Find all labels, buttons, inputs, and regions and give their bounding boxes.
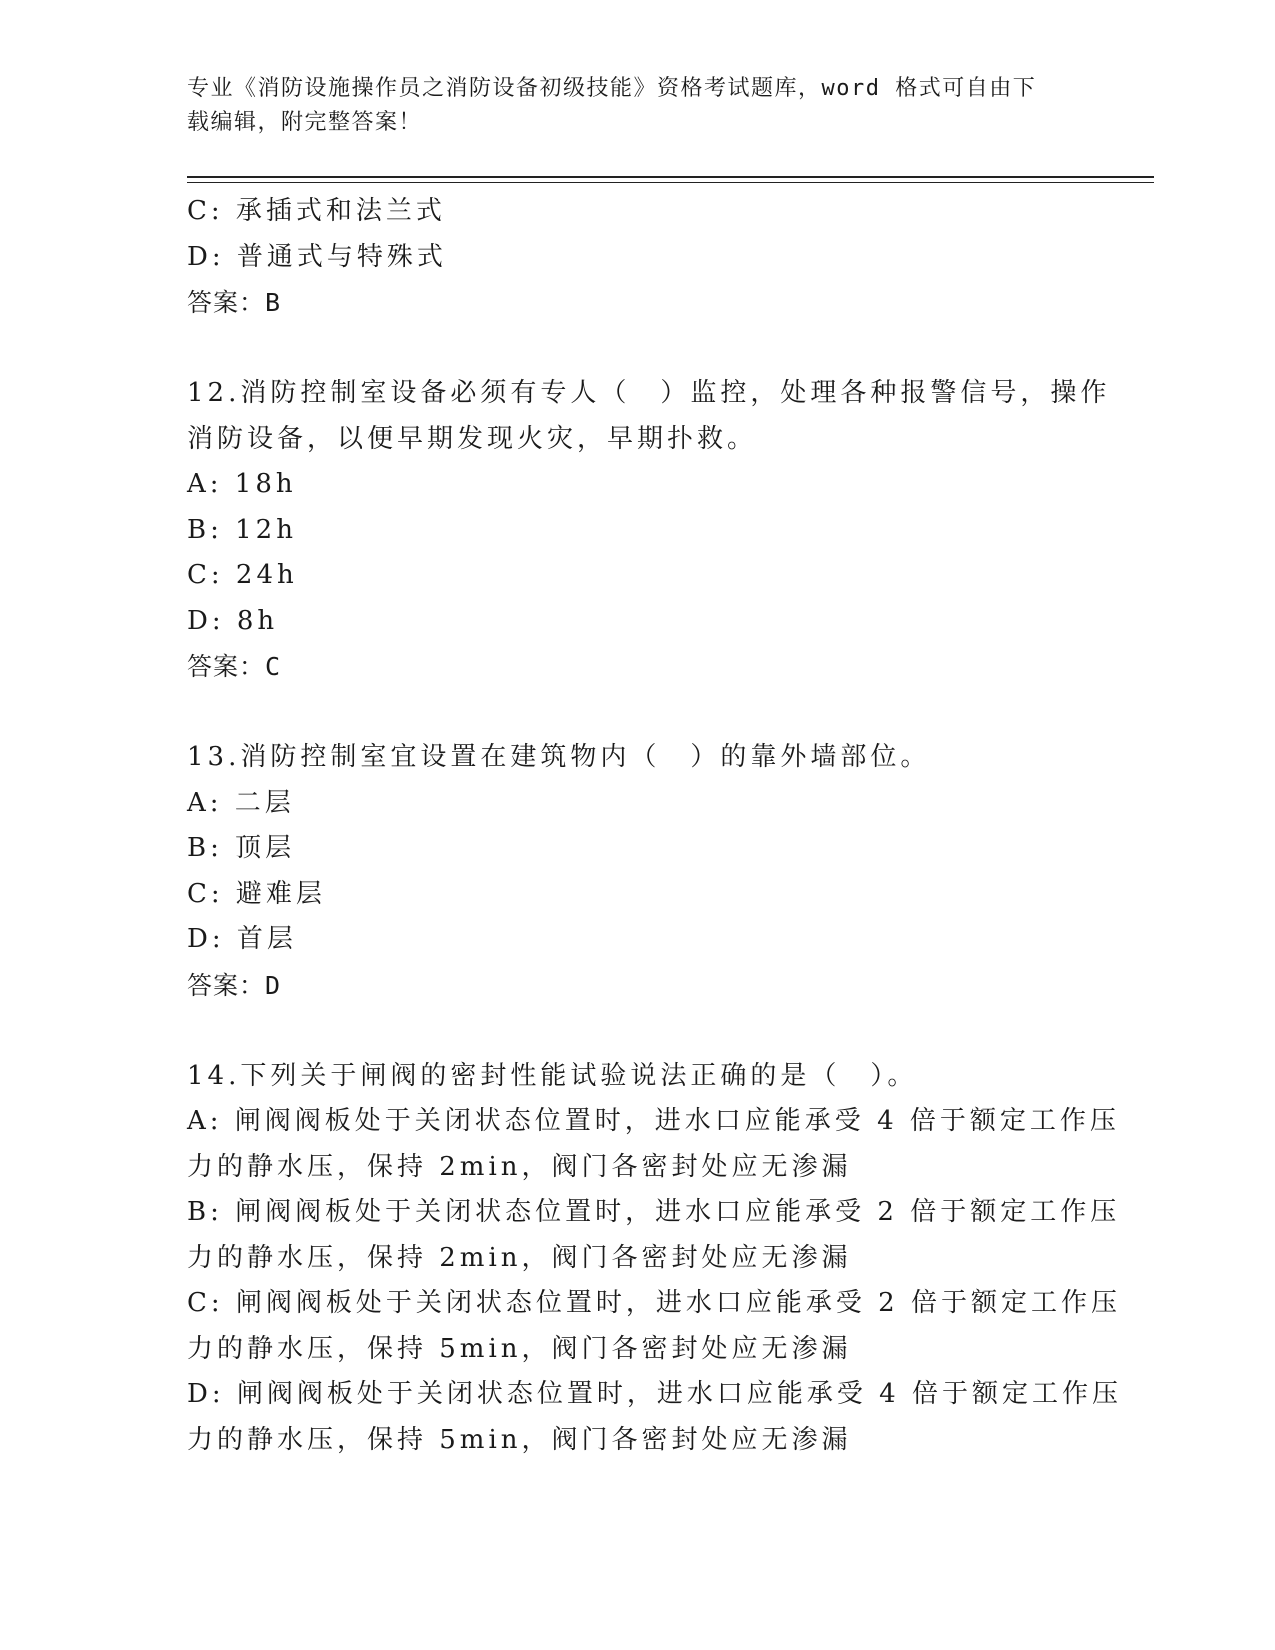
option-d-continued: 力的静水压，保持 5min，阀门各密封处应无渗漏 <box>187 1424 852 1455</box>
option-a: A: 18h <box>187 469 297 499</box>
answer-line: 答案：C <box>187 652 282 681</box>
option-b: B: 闸阀阀板处于关闭状态位置时，进水口应能承受 2 倍于额定工作压 <box>187 1197 1121 1227</box>
question-stem: 12.消防控制室设备必须有专人（ ）监控，处理各种报警信号，操作 <box>187 378 1111 408</box>
question-list <box>187 189 1122 1463</box>
option-d: D: 普通式与特殊式 <box>187 241 447 272</box>
option-b-continued: 力的静水压，保持 2min，阀门各密封处应无渗漏 <box>187 1242 852 1273</box>
spacer <box>187 326 1087 372</box>
question-13 <box>187 735 1087 1008</box>
question-11-tail <box>187 189 1087 326</box>
header-divider-thick <box>187 176 1154 178</box>
option-c: C: 避难层 <box>187 878 326 909</box>
option-d: D: 闸阀阀板处于关闭状态位置时，进水口应能承受 4 倍于额定工作压 <box>187 1379 1122 1409</box>
option-a: A: 二层 <box>187 787 295 818</box>
option-d: D: 首层 <box>187 924 297 954</box>
document-header <box>187 72 1067 140</box>
spacer <box>187 1008 1087 1054</box>
question-stem: 13.消防控制室宜设置在建筑物内（ ）的靠外墙部位。 <box>187 742 931 772</box>
option-c: C: 闸阀阀板处于关闭状态位置时，进水口应能承受 2 倍于额定工作压 <box>187 1288 1121 1318</box>
question-stem-continued: 消防设备，以便早期发现火灾，早期扑救。 <box>187 423 758 454</box>
header-line-1: 专业《消防设施操作员之消防设备初级技能》资格考试题库，word 格式可自由下 <box>187 76 1037 101</box>
option-d: D: 8h <box>187 605 279 636</box>
option-a: A: 闸阀阀板处于关闭状态位置时，进水口应能承受 4 倍于额定工作压 <box>187 1106 1120 1136</box>
option-c: C: 承插式和法兰式 <box>187 196 446 226</box>
question-14 <box>187 1054 1122 1464</box>
question-12 <box>187 371 1111 690</box>
question-stem: 14.下列关于闸阀的密封性能试验说法正确的是（ ）。 <box>187 1060 918 1091</box>
header-divider-thin <box>187 182 1154 183</box>
option-b: B: 12h <box>187 514 297 545</box>
answer-line: 答案：B <box>187 288 282 317</box>
answer-line: 答案：D <box>187 970 282 1000</box>
option-a-continued: 力的静水压，保持 2min，阀门各密封处应无渗漏 <box>187 1151 852 1182</box>
header-line-2: 载编辑，附完整答案！ <box>187 110 423 135</box>
option-c: C: 24h <box>187 560 298 590</box>
option-b: B: 顶层 <box>187 833 296 863</box>
spacer <box>187 690 1087 736</box>
option-c-continued: 力的静水压，保持 5min，阀门各密封处应无渗漏 <box>187 1333 852 1364</box>
